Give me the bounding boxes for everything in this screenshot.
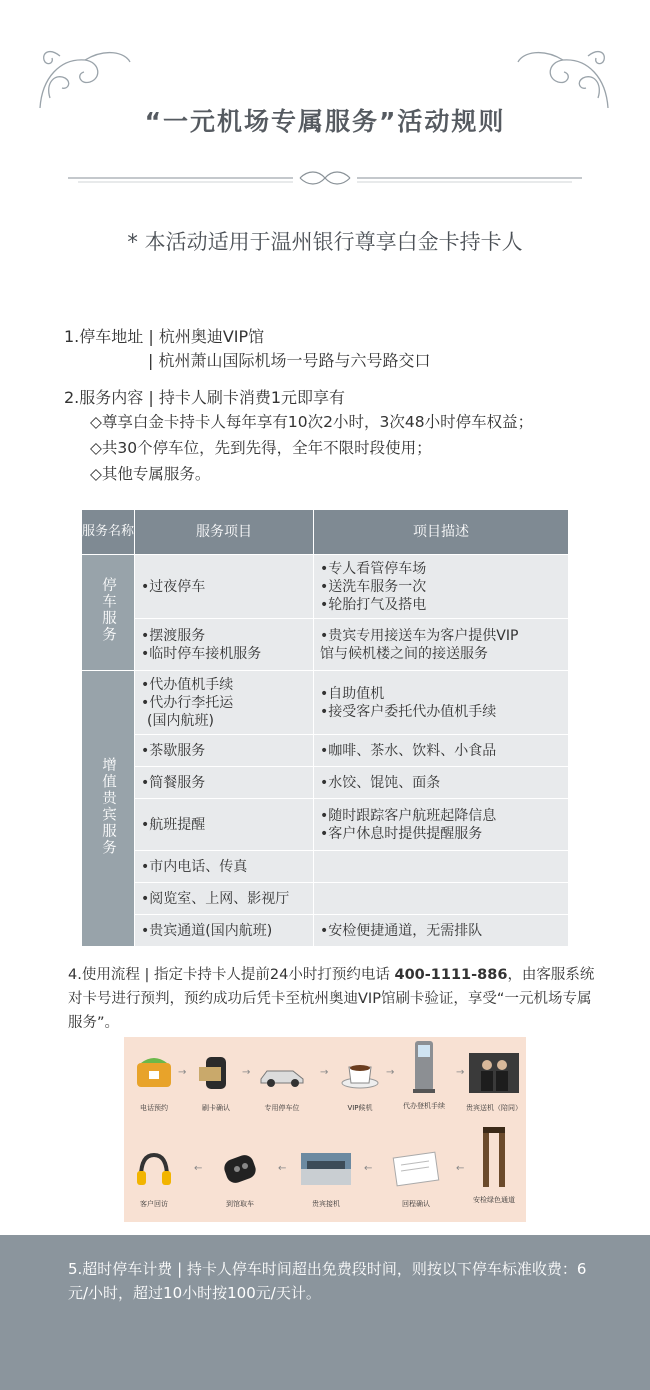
service-item: •简餐服务 [135, 767, 314, 799]
escort-icon [469, 1053, 519, 1093]
card-swipe-icon [191, 1053, 241, 1093]
table-row [82, 767, 569, 799]
headset-icon [129, 1149, 179, 1189]
service-item: •茶歇服务 [135, 735, 314, 767]
booking-phone: 400-1111-886 [394, 967, 508, 983]
table-row [82, 915, 569, 947]
table-row [82, 799, 569, 851]
process-flow [124, 1037, 526, 1222]
service-item: •市内电话、传真 [135, 851, 314, 883]
flow-step: 刷卡确认 [186, 1053, 246, 1113]
arrow-right-icon: → [386, 1067, 395, 1078]
service-item: •过夜停车 [135, 555, 314, 619]
arrow-left-icon: ← [278, 1163, 287, 1174]
benefit-bullet: ◇其他专属服务。 [90, 465, 211, 483]
flow-step: 客户回访 [124, 1149, 184, 1209]
service-item: •代办值机手续 •代办行李托运 (国内航班) [135, 671, 314, 735]
divider-ornament [68, 168, 582, 188]
overtime-fee-rule: 5.超时停车计费 | 持卡人停车时间超出免费段时间，则按以下停车标准收费：6元/小时，超过10小时按100元/天计。 [68, 1260, 587, 1302]
parking-address: 1.停车地址 | 杭州奥迪VIP馆 [64, 327, 265, 346]
arrow-left-icon: ← [364, 1163, 373, 1174]
category-vip: 增值贵宾服务 [82, 671, 135, 947]
service-table [81, 509, 569, 947]
airport-icon [301, 1149, 351, 1189]
service-desc: •专人看管停车场 •送洗车服务一次 •轮胎打气及搭电 [314, 555, 569, 619]
kiosk-icon [399, 1037, 449, 1095]
service-desc: •咖啡、茶水、饮料、小食品 [314, 735, 569, 767]
service-desc [314, 883, 569, 915]
arrow-left-icon: ← [456, 1163, 465, 1174]
coffee-icon [335, 1053, 385, 1093]
service-content-heading: 2.服务内容 | 持卡人刷卡消费1元即享有 [64, 388, 346, 407]
arrow-right-icon: → [456, 1067, 465, 1078]
service-desc: •安检便捷通道，无需排队 [314, 915, 569, 947]
header-service-name: 服务名称 [82, 510, 135, 555]
page-title: “一元机场专属服务”活动规则 [144, 107, 506, 136]
service-item: •航班提醒 [135, 799, 314, 851]
flow-step: 贵宾送机（陪同） [464, 1053, 524, 1113]
service-desc: •随时跟踪客户航班起降信息 •客户休息时提供提醒服务 [314, 799, 569, 851]
usage-process: 4.使用流程 | 指定卡持卡人提前24小时打预约电话 400-1111-886，由客服系统对卡号进行预判，预约成功后凭卡至杭州奥迪VIP馆刷卡验证，享受“一元机场专属服务”。 [68, 967, 595, 1031]
flow-step: 电话预约 [124, 1053, 184, 1113]
service-desc [314, 851, 569, 883]
arrow-right-icon: → [242, 1067, 251, 1078]
eligibility-note: * 本活动适用于温州银行尊享白金卡持卡人 [127, 230, 523, 254]
flow-step: 专用停车位 [252, 1053, 312, 1113]
flow-step: VIP候机 [330, 1053, 390, 1113]
header-service-item: 服务项目 [135, 510, 314, 555]
benefit-bullet: ◇共30个停车位，先到先得，全年不限时段使用； [90, 439, 432, 457]
parking-address-detail: | 杭州萧山国际机场一号路与六号路交口 [148, 351, 431, 370]
document-icon [391, 1149, 441, 1189]
arrow-right-icon: → [178, 1067, 187, 1078]
flow-step: 贵宾接机 [296, 1149, 356, 1209]
service-item: •阅览室、上网、影视厅 [135, 883, 314, 915]
service-desc: •水饺、馄饨、面条 [314, 767, 569, 799]
flow-step: 安检绿色通道 [464, 1125, 524, 1205]
flow-step: 回程确认 [386, 1149, 446, 1209]
header-service-desc: 项目描述 [314, 510, 569, 555]
service-desc: •自助值机 •接受客户委托代办值机手续 [314, 671, 569, 735]
car-icon [257, 1053, 307, 1093]
table-header-row [82, 510, 569, 555]
phone-icon [129, 1053, 179, 1093]
table-row [82, 671, 569, 735]
benefit-bullet: ◇尊享白金卡持卡人每年享有10次2小时，3次48小时停车权益； [90, 413, 534, 431]
table-row [82, 619, 569, 671]
car-key-icon [215, 1149, 265, 1189]
arrow-right-icon: → [320, 1067, 329, 1078]
service-item: •贵宾通道(国内航班) [135, 915, 314, 947]
category-parking: 停车服务 [82, 555, 135, 671]
table-row [82, 555, 569, 619]
flow-step: 代办登机手续 [394, 1037, 454, 1111]
table-row [82, 735, 569, 767]
table-row [82, 883, 569, 915]
table-row [82, 851, 569, 883]
security-gate-icon [469, 1125, 519, 1189]
arrow-left-icon: ← [194, 1163, 203, 1174]
service-desc: •贵宾专用接送车为客户提供VIP 馆与候机楼之间的接送服务 [314, 619, 569, 671]
service-item: •摆渡服务 •临时停车接机服务 [135, 619, 314, 671]
flow-step: 到馆取车 [210, 1149, 270, 1209]
